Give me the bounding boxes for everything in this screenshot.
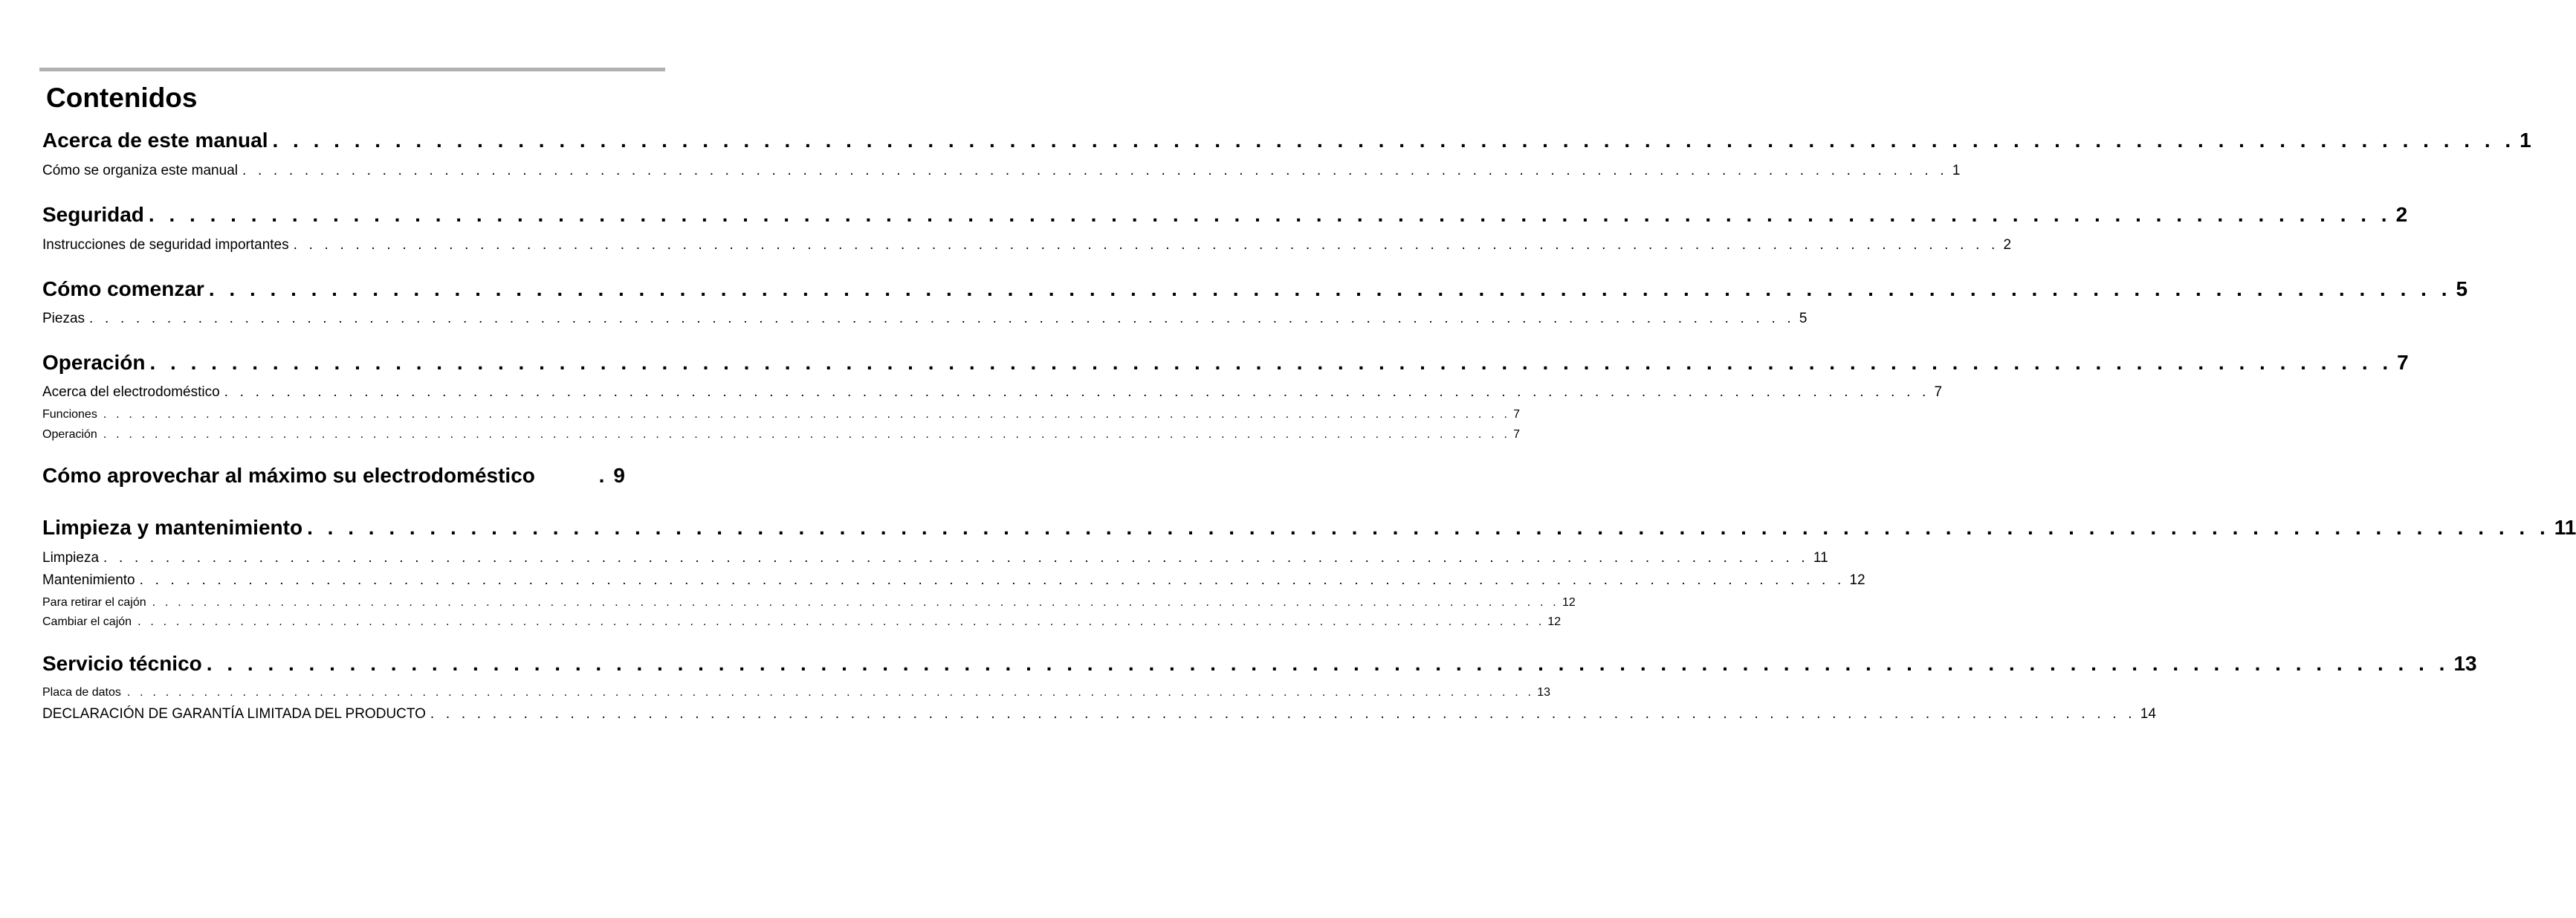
toc-entry-title: Acerca de este manual [42, 129, 268, 152]
toc-entry-page: 13 [2453, 652, 2477, 675]
toc-entry-page: 7 [1513, 428, 1521, 441]
dot-leader: . . . . . . . . . . . . . . . . . . . . . . . . . . . . . . . . . . . . . . . . . . . . . . . . . . . . . . . . . . . . . . . . . . . . . . . . . . . . . . . . . . . . . . . . . . . . . . . . . . . . . . . . . . . . . . [139, 572, 1845, 588]
toc-entry-servicio-tecnico[interactable] [42, 651, 2477, 676]
toc-entry-title: Limpieza [42, 550, 100, 566]
dot-leader: . . . . . . . . . . . . . . . . . . . . . . . . . . . . . . . . . . . . . . . . . . . . . . . . . . . . . . . . . . . . . . . . . . . . . . . . . . . . . . . . . . . . . . . . . . . . . . . . . . . . . . . . . . . . . . [293, 237, 1999, 253]
toc-entry-title: Cambiar el cajón [42, 615, 132, 628]
toc-entry-title: Servicio técnico [42, 652, 202, 675]
toc-entry-acerca-de-este-manual[interactable] [42, 128, 2531, 153]
toc-entry-page: 14 [2140, 706, 2156, 722]
page-title: Contenidos [46, 83, 198, 113]
toc-entry-para-retirar-cajon[interactable] [42, 595, 1576, 610]
toc-entry-page: 9 [613, 464, 625, 487]
dot-leader: . . . . . . . . . . . . . . . . . . . . . . . . . . . . . . . . . . . . . . . . . . . . . . . . . . . . . . . . . . . . . . . . . . . . . . . . . . . . . . . . . . . . . . . . . . . . . . . . . . . . . . . . . . . . . . [148, 203, 2392, 226]
dot-leader: . . . . . . . . . . . . . . . . . . . . . . . . . . . . . . . . . . . . . . . . . . . . . . . . . . . . . . . . . . . . . . . . . . . . . . . . . . . . . . . . . . . . . . . . . . . . . . . . . . . . . . . . . . . . . . [272, 129, 2516, 152]
toc-entry-como-comenzar[interactable] [42, 277, 2468, 302]
toc-entry-page: 7 [1934, 384, 1943, 400]
toc-entry-operacion[interactable] [42, 350, 2409, 375]
toc-entry-page: 7 [2397, 351, 2409, 374]
toc-entry-title: Cómo se organiza este manual [42, 163, 238, 178]
toc-entry-acerca-del-electrodomestico[interactable] [42, 384, 1943, 401]
dot-leader: . . . . . . . . . . . . . . . . . . . . . . . . . . . . . . . . . . . . . . . . . . . . . . . . . . . . . . . . . . . . . . . . . . . . . . . . . . . . . . . . . . . . . . . . . . . . . . . . . . . . . . . . . . . . . . [242, 163, 1948, 178]
toc-entry-funciones[interactable] [42, 407, 1521, 422]
dot-leader-short: . [598, 464, 609, 487]
dot-leader: . . . . . . . . . . . . . . . . . . . . . . . . . . . . . . . . . . . . . . . . . . . . . . . . . . . . . . . . . . . . . . . . . . . . . . . . . . . . . . . . . . . . . . . . . . . . . . . . . . . . . . . . . . . . . . [89, 311, 1795, 326]
toc-entry-operacion-sub[interactable] [42, 427, 1521, 442]
dot-leader: . . . . . . . . . . . . . . . . . . . . . . . . . . . . . . . . . . . . . . . . . . . . . . . . . . . . . . . . . . . . . . . . . . . . . . . . . . . . . . . . . . . . . . . . . . . . . . . . . . . . . . . . . . . . . . [103, 550, 1809, 566]
toc-entry-cambiar-cajon[interactable] [42, 615, 1562, 630]
toc-entry-page: 11 [1813, 550, 1828, 566]
toc-entry-page: 2 [2395, 203, 2408, 226]
toc-entry-limpieza-y-mantenimiento[interactable] [42, 515, 2576, 540]
toc-entry-como-se-organiza[interactable] [42, 162, 1961, 180]
toc-entry-title: Operación [42, 351, 146, 374]
dot-leader: . . . . . . . . . . . . . . . . . . . . . . . . . . . . . . . . . . . . . . . . . . . . . . . . . . . . . . . . . . . . . . . . . . . . . . . . . . . . . . . . . . . . . . . . . . . . . . . . . . . . . . . . . . . . . . [208, 277, 2452, 300]
toc-entry-page: 12 [1547, 615, 1562, 628]
dot-leader: . . . . . . . . . . . . . . . . . . . . . . . . . . . . . . . . . . . . . . . . . . . . . . . . . . . . . . . . . . . . . . . . . . . . . . . . . . . . . . . . . . . . . . . . . . . . . . . . . . . . . . . . . . . . . . [224, 384, 1930, 400]
toc-entry-como-aprovechar[interactable] [42, 463, 625, 488]
toc-entry-page: 7 [1513, 408, 1521, 421]
toc-entry-page: 5 [2456, 277, 2468, 300]
toc-entry-title: Cómo comenzar [42, 277, 204, 300]
toc-entry-piezas[interactable] [42, 310, 1808, 328]
toc-entry-page: 13 [1537, 686, 1550, 699]
toc-entry-page: 1 [1952, 163, 1961, 178]
dot-leader: . . . . . . . . . . . . . . . . . . . . . . . . . . . . . . . . . . . . . . . . . . . . . . . . . . . . . . . . . . . . . . . . . . . . . . . . . . . . . . . . . . . . . . . . . . . . . . . . . . . . . . . . . . . . . . [307, 516, 2550, 539]
toc-entry-placa-de-datos[interactable] [42, 685, 1550, 700]
toc-entry-title: Acerca del electrodoméstico [42, 384, 220, 400]
toc-entry-page: 11 [2554, 516, 2576, 539]
toc-entry-declaracion-garantia[interactable] [42, 705, 2156, 723]
toc-entry-title: Instrucciones de seguridad importantes [42, 237, 289, 253]
toc-entry-title: Placa de datos [42, 686, 121, 699]
toc-entry-page: 12 [1562, 596, 1576, 609]
toc-entry-title: Mantenimiento [42, 572, 135, 588]
toc-entry-instrucciones-seguridad[interactable] [42, 236, 2012, 254]
dot-leader: . . . . . . . . . . . . . . . . . . . . . . . . . . . . . . . . . . . . . . . . . . . . . . . . . . . . . . . . . . . . . . . . . . . . . . . . . . . . . . . . . . . . . . . . . . . . . . . . . . . . . . . . . . . . . . [206, 652, 2450, 675]
toc-entry-page: 1 [2520, 129, 2531, 152]
dot-leader: . . . . . . . . . . . . . . . . . . . . . . . . . . . . . . . . . . . . . . . . . . . . . . . . . . . . . . . . . . . . . . . . . . . . . . . . . . . . . . . . . . . . . . . . . . . . . . . . . . . . . . . . . . . . . . [126, 686, 1535, 699]
toc-entry-title: Funciones [42, 408, 97, 421]
dot-leader: . . . . . . . . . . . . . . . . . . . . . . . . . . . . . . . . . . . . . . . . . . . . . . . . . . . . . . . . . . . . . . . . . . . . . . . . . . . . . . . . . . . . . . . . . . . . . . . . . . . . . . . . . . . . . . [152, 596, 1559, 609]
toc-entry-mantenimiento[interactable] [42, 572, 1865, 589]
dot-leader: . . . . . . . . . . . . . . . . . . . . . . . . . . . . . . . . . . . . . . . . . . . . . . . . . . . . . . . . . . . . . . . . . . . . . . . . . . . . . . . . . . . . . . . . . . . . . . . . . . . . . . . . . . . . . . [103, 428, 1511, 441]
dot-leader: . . . . . . . . . . . . . . . . . . . . . . . . . . . . . . . . . . . . . . . . . . . . . . . . . . . . . . . . . . . . . . . . . . . . . . . . . . . . . . . . . . . . . . . . . . . . . . . . . . . . . . . . . . . . . . [137, 615, 1545, 628]
top-rule [39, 68, 665, 71]
toc-entry-title: Limpieza y mantenimiento [42, 516, 303, 539]
toc-entry-title: Cómo aprovechar al máximo su electrodoméstico [42, 464, 535, 487]
dot-leader: . . . . . . . . . . . . . . . . . . . . . . . . . . . . . . . . . . . . . . . . . . . . . . . . . . . . . . . . . . . . . . . . . . . . . . . . . . . . . . . . . . . . . . . . . . . . . . . . . . . . . . . . . . . . . . [149, 351, 2393, 374]
toc-entry-title: Seguridad [42, 203, 144, 226]
toc-entry-page: 5 [1799, 311, 1808, 326]
toc-entry-limpieza[interactable] [42, 549, 1828, 567]
toc-entry-seguridad[interactable] [42, 202, 2408, 227]
toc-entry-title: Piezas [42, 311, 85, 326]
toc-entry-title: Operación [42, 428, 97, 441]
toc-entry-title: DECLARACIÓN DE GARANTÍA LIMITADA DEL PRODUCTO [42, 706, 426, 722]
toc-entry-page: 2 [2003, 237, 2012, 253]
dot-leader: . . . . . . . . . . . . . . . . . . . . . . . . . . . . . . . . . . . . . . . . . . . . . . . . . . . . . . . . . . . . . . . . . . . . . . . . . . . . . . . . . . . . . . . . . . . . . . . . . . . . . . . . . . . . . . [430, 706, 2136, 722]
dot-leader: . . . . . . . . . . . . . . . . . . . . . . . . . . . . . . . . . . . . . . . . . . . . . . . . . . . . . . . . . . . . . . . . . . . . . . . . . . . . . . . . . . . . . . . . . . . . . . . . . . . . . . . . . . . . . . [103, 408, 1511, 421]
toc-entry-title: Para retirar el cajón [42, 596, 146, 609]
toc-entry-page: 12 [1849, 572, 1865, 588]
